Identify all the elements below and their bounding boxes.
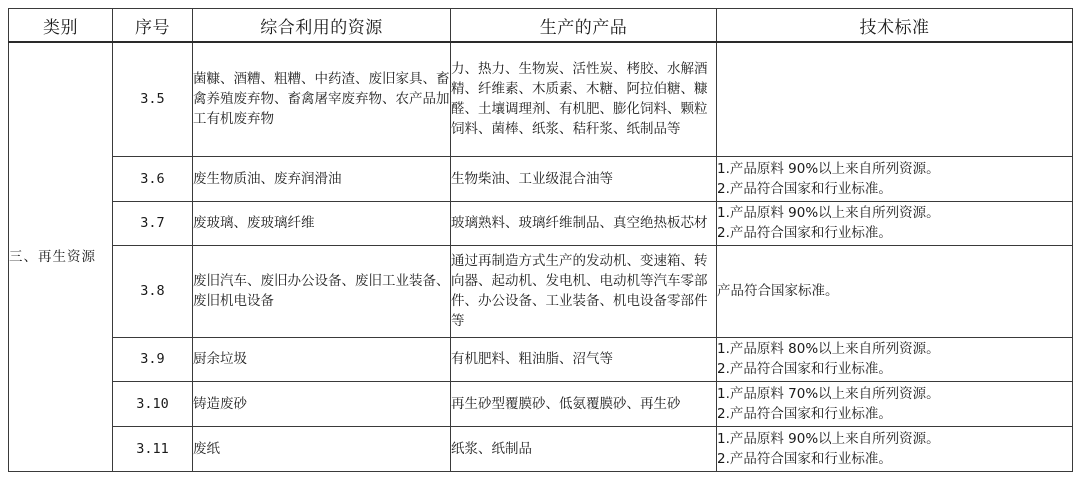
row-standard	[717, 245, 1073, 337]
standard-line: 1.产品原料 90%以上来自所列资源。	[717, 430, 940, 447]
table-row	[9, 156, 1073, 201]
row-number: 3.7	[113, 201, 193, 245]
resource-table	[8, 8, 1073, 472]
row-number: 3.10	[113, 381, 193, 426]
row-resource: 铸造废砂	[193, 381, 451, 426]
standard-line: 2.产品符合国家和行业标准。	[717, 225, 892, 241]
row-product: 玻璃熟料、玻璃纤维制品、真空绝热板芯材	[451, 201, 717, 245]
header-number: 序号	[113, 9, 193, 43]
table-row	[9, 245, 1073, 337]
row-product: 力、热力、生物炭、活性炭、栲胶、水解酒精、纤维素、木质素、木糖、阿拉伯糖、糠醛、土壤调理剂、有机肥、膨化饲料、颗粒饲料、菌棒、纸浆、秸秆浆、纸制品等	[451, 42, 717, 156]
table-row	[9, 426, 1073, 471]
row-product: 有机肥料、粗油脂、沼气等	[451, 337, 717, 381]
standard-line: 2.产品符合国家和行业标准。	[717, 361, 892, 377]
table-row	[9, 42, 1073, 156]
standard-line: 1.产品原料 90%以上来自所列资源。	[717, 205, 940, 221]
header-resource: 综合利用的资源	[193, 9, 451, 43]
row-product: 生物柴油、工业级混合油等	[451, 156, 717, 201]
row-number: 3.8	[113, 245, 193, 337]
category-cell	[9, 42, 113, 471]
standard-line: 产品符合国家标准。	[717, 283, 839, 299]
standard-line: 1.产品原料 80%以上来自所列资源。	[717, 341, 940, 357]
standard-line: 2.产品符合国家和行业标准。	[717, 180, 892, 197]
row-product: 通过再制造方式生产的发动机、变速箱、转向器、起动机、发电机、电动机等汽车零部件、办公设备、工业装备、机电设备零部件等	[451, 245, 717, 337]
row-number: 3.5	[113, 42, 193, 156]
row-standard	[717, 156, 1073, 201]
row-product: 纸浆、纸制品	[451, 426, 717, 471]
table-row	[9, 201, 1073, 245]
row-standard	[717, 42, 1073, 156]
table-row	[9, 381, 1073, 426]
row-resource: 废玻璃、废玻璃纤维	[193, 201, 451, 245]
table-row	[9, 337, 1073, 381]
standard-line: 2.产品符合国家和行业标准。	[717, 405, 892, 422]
row-number: 3.9	[113, 337, 193, 381]
row-number: 3.11	[113, 426, 193, 471]
row-standard	[717, 426, 1073, 471]
row-resource: 厨余垃圾	[193, 337, 451, 381]
header-product: 生产的产品	[451, 9, 717, 43]
table-header-row	[9, 9, 1073, 43]
header-category: 类别	[9, 9, 113, 43]
row-resource: 废旧汽车、废旧办公设备、废旧工业装备、废旧机电设备	[193, 245, 451, 337]
row-product: 再生砂型覆膜砂、低氨覆膜砂、再生砂	[451, 381, 717, 426]
row-standard	[717, 381, 1073, 426]
standard-line: 2.产品符合国家和行业标准。	[717, 450, 892, 467]
category-label: 三、再生资源	[9, 248, 96, 265]
row-resource: 菌糠、酒糟、粗糟、中药渣、废旧家具、畜禽养殖废弃物、畜禽屠宰废弃物、农产品加工有机废弃物	[193, 42, 451, 156]
row-number: 3.6	[113, 156, 193, 201]
standard-line: 1.产品原料 70%以上来自所列资源。	[717, 385, 940, 402]
standard-line: 1.产品原料 90%以上来自所列资源。	[717, 160, 940, 177]
row-standard	[717, 201, 1073, 245]
row-resource: 废纸	[193, 426, 451, 471]
row-resource: 废生物质油、废弃润滑油	[193, 156, 451, 201]
row-standard	[717, 337, 1073, 381]
header-standard: 技术标准	[717, 9, 1073, 43]
